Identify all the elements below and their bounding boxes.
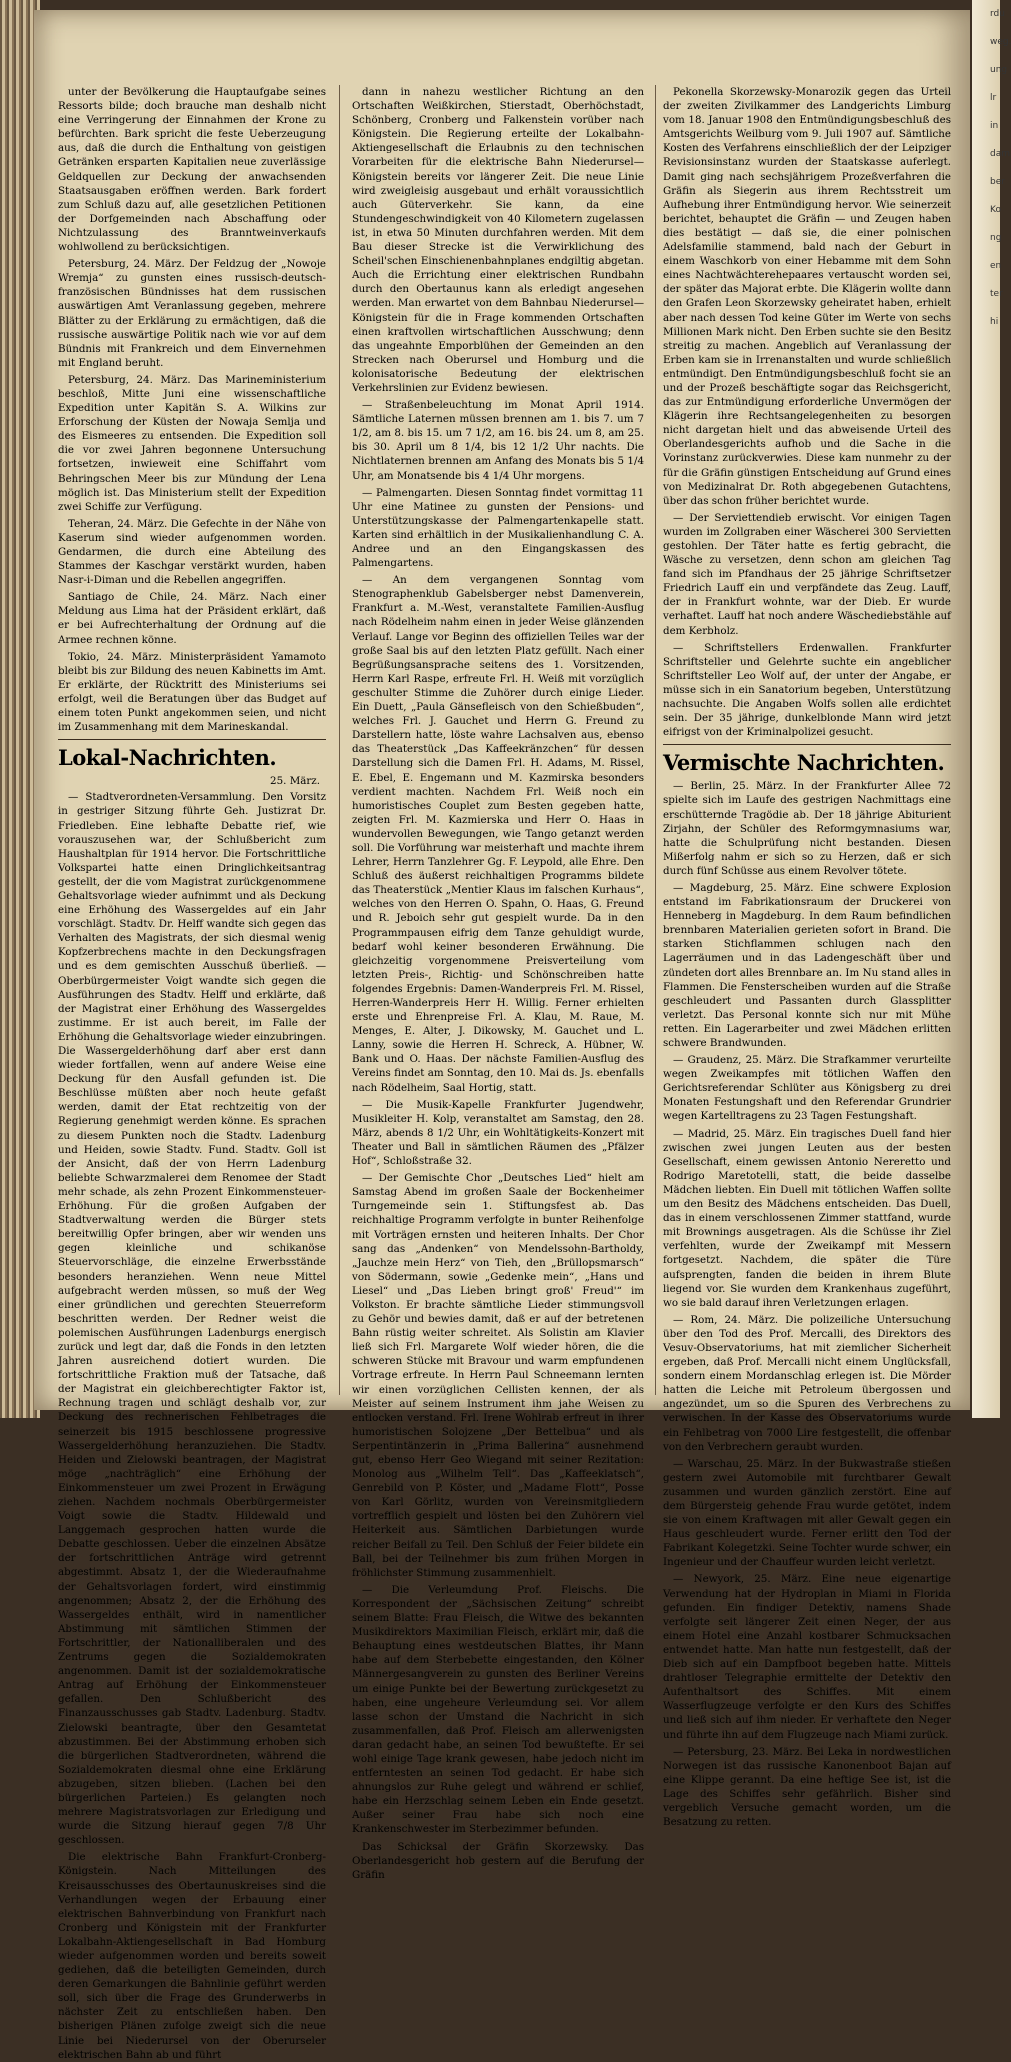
next-page-fragment: ter bbox=[990, 289, 1003, 299]
article-paragraph: — Petersburg, 23. März. Bei Leka in nordwestlichen Norwegen ist das russische Kanonenboot Bajan auf eine Klippe gerannt. Da eine heftige See ist, ist die Lage des Schiffes sehr gefährlich. Bisher sind vergeblich Versuche gemacht worden, um die Besatzung zu retten. bbox=[663, 1745, 951, 1829]
column-middle bbox=[352, 85, 644, 1881]
article-paragraph: Tokio, 24. März. Ministerpräsident Yamamoto bleibt bis zur Bildung des neuen Kabinetts im Amt. Er erklärte, der Rücktritt des Ministeriums sei erfolgt, weil die Beratungen über das Budget auf einem toten Punkt angekommen seien, und nicht im Zusammenhang mit dem Marineskandal. bbox=[58, 650, 326, 734]
section-heading-lokal: Lokal-Nachrichten. bbox=[58, 745, 277, 771]
section-divider bbox=[58, 739, 326, 740]
article-paragraph: — Berlin, 25. März. In der Frankfurter Allee 72 spielte sich im Laufe des gestrigen Nachmittags eine erschütternde Tragödie ab. Der 18 jährige Abiturient Zirjahn, der Schüler des Reformgymnasiums war, hatte die Schulprüfung nicht bestanden. Diesen Mißerfolg nahm er sich so zu Herzen, daß er sich durch fünf Schüsse aus einem Revolver tötete. bbox=[663, 780, 951, 877]
column-left bbox=[58, 85, 326, 2061]
article-paragraph: — Graudenz, 25. März. Die Strafkammer verurteilte wegen Zweikampfes mit tötlichen Waffen den Gerichtsreferendar Schlüter aus Königsberg zu drei Monaten Festungshaft und den Referendar Grundrier wegen Kartelltragens zu 23 Tagen Festungshaft. bbox=[663, 1054, 951, 1123]
next-page-edge bbox=[972, 0, 1011, 1418]
article-paragraph: — Die Musik-Kapelle Frankfurter Jugendwehr, Musikleiter H. Kolp, veranstaltet am Samstag, den 28. März, abends 8 1/2 Uhr, ein Wohltätigkeits-Konzert mit Theater und Ball in sämtlichen Räumen des „Pfälzer Hof“, Schloßstraße 32. bbox=[352, 1098, 644, 1168]
article-paragraph: — Magdeburg, 25. März. Eine schwere Explosion entstand im Fabrikationsraum der Druckerei von Henneberg in Magdeburg. In dem Raum befindlichen brennbaren Materialien gerieten sofort in Brand. Die starken Stichflammen schlugen nach den Lagerräumen und in das Ladengeschäft über und zündeten dort alles Brennbare an. Im Nu stand alles in Flammen. Die Fensterscheiben wurden auf die Straße geschleudert und Passanten durch Glassplitter verletzt. Das Personal konnte sich nur mit Mühe retten. Ein Lagerarbeiter und zwei Mädchen erlitten schwere Brandwunden. bbox=[663, 881, 951, 1049]
next-page-fragment: en bbox=[990, 261, 1002, 271]
article-paragraph: Petersburg, 24. März. Der Feldzug der „Nowoje Wremja“ zu gunsten eines russisch-deutsch-französischen Bündnisses hat dem russischen auswärtigen Amt Veranlassung gegeben, mehrere Blätter zu der Erklärung zu ermächtigen, daß die russische auswärtige Politik nach wie vor auf dem Bündnis mit Frankreich und dem Einvernehmen mit England beruht. bbox=[58, 258, 326, 369]
article-paragraph: Pekonella Skorzewsky-Monarozik gegen das Urteil der zweiten Zivilkammer des Landgerichts Limburg vom 18. Januar 1908 den Entmündigungsbeschluß des Amtsgerichts Weilburg vom 9. Juli 1907 auf. Sämtliche Kosten des Verfahrens einschließlich der der Leipziger Revisionsinstanz wurden der Staatskasse auferlegt. Damit ging nach sechsjährigem Prozeßverfahren die Gräfin als Siegerin aus ihrem Rechtsstreit um Aufhebung ihrer Entmündigung hervor. Wie seinerzeit berichtet, behauptet die Gräfin — und Zeugen haben dies bestätigt — daß sie, die einer polnischen Adelsfamilie stammend, bald nach der Geburt in einem Waschkorb von einer Hebamme mit dem Sohn eines Nachtwächterehepaares vertauscht worden sei, der später das Majorat erbte. Die Klägerin wollte dann den Grafen Leon Skorzewsky geheiratet haben, erhielt aber nach dessen Tod keine Güter im Werte von sechs Millionen Mark nicht. Den Erben suchte sie den Besitz streitig zu machen. Angeblich auf Veranlassung der Erben kam sie in Irrenanstalten und wurde schließlich entmündigt. Den Entmündigungsbeschluß focht sie an und der Prozeß beschäftigte sogar das Reichsgericht, das zur Entmündigung erforderliche Unvermögen der Klägerin ihre Rechtsangelegenheiten zu besorgen nicht dargetan hielt und das abweisende Urteil des Oberlandesgerichts aufhob und die Sache in die Vorinstanz zurückverwies. Diese kam nunmehr zu der für die Gräfin günstigen Entscheidung auf Grund eines von Medizinalrat Dr. Roth abgegebenen Gutachtens, über das schon früher berichtet wurde. bbox=[663, 86, 951, 507]
next-page-fragment: lr bbox=[990, 93, 997, 103]
next-page-fragment: rdu bbox=[990, 9, 1005, 19]
next-page-fragment: Ko bbox=[990, 205, 1001, 215]
article-paragraph: — An dem vergangenen Sonntag vom Stenographenklub Gabelsberger nebst Damenverein, Frankfurt a. M.-West, veranstaltete Familien-Ausflug nach Rödelheim nahm einen in jeder Weise glänzenden Verlauf. Lange vor Beginn des offiziellen Teiles war der große Saal bis auf den letzten Platz gefüllt. Nach einer Begrüßungsansprache seitens des 1. Vorsitzenden, Herrn Karl Raspe, erfreute Frl. H. Weiß mit vorzüglich geschulter Stimme die Zuhörer durch einige Lieder. Ein Duett, „Paula Gänsefleisch von den Schießbuden“, welches Frl. J. Gauchet und Herrn G. Freund zu Darstellern hatte, löste wahre Lachsalven aus, ebenso das Theaterstück „Das Kaffeekränzchen“ für dessen Darstellung sich die Damen Frl. H. Adams, M. Rissel, E. Ebel, E. Engemann und M. Kazmirska besonders verdient machten. Nachdem Frl. Weiß noch ein humoristisches Couplet zum Besten gegeben hatte, zeigten Frl. M. Kazmierska und Herr O. Haas in wundervollen Bewegungen, wie Tango getanzt werden soll. Die Vorführung war meisterhaft und machte ihrem Lehrer, Herrn Tanzlehrer Gg. F. Leypold, alle Ehre. Den Schluß des äußerst reichhaltigen Programms bildete das Theaterstück „Mentier Klaus im falschen Kurhaus“, welches von den Herren O. Spahn, O. Haas, G. Freund und R. Jeboich sehr gut gespielt wurde. Da in den Programmpausen eifrig dem Tanze gehuldigt wurde, bedarf wohl keiner besonderen Erwähnung. Die gleichzeitig vorgenommene Preisverteilung vom letzten Preis-, Richtig- und Schönschreiben hatte folgendes Ergebnis: Damen-Wanderpreis Frl. M. Rissel, Herren-Wanderpreis Herr H. Willig. Ferner erhielten erste und Ehrenpreise Frl. A. Klau, M. Raue, M. Menges, E. Alter, J. Dikowsky, M. Gauchet und L. Lanny, sowie die Herren H. Schreck, A. Hübner, W. Bank und O. Haas. Der nächste Familien-Ausflug des Vereins findet am Sonntag, den 10. Mai ds. Js. ebenfalls nach Rödelheim, Saal Hortig, statt. bbox=[352, 574, 644, 1094]
article-paragraph: Die elektrische Bahn Frankfurt-Cronberg-Königstein. Nach Mitteilungen des Kreisausschusses des Obertaunuskreises sind die Verhandlungen wegen der Erbauung einer elektrischen Bahnverbindung von Frankfurt nach Cronberg und Königstein mit der Frankfurter Lokalbahn-Aktiengesellschaft in Bad Homburg wieder aufgenommen worden und bereits soweit gediehen, daß die beteiligten Gemeinden, durch deren Gemarkungen die Bahnlinie geführt werden soll, sich über die Frage des Grunderwerbs in nächster Zeit zu entschließen haben. Den bisherigen Plänen zufolge zweigt sich die neue Linie bei Niederursel von der Oberurseler elektrischen Bahn ab und führt bbox=[58, 1851, 326, 2061]
article-paragraph: Petersburg, 24. März. Das Marineministerium beschloß, Mitte Juni eine wissenschaftliche Expedition unter Kapitän S. A. Wilkins zur Erforschung der Küsten der Nowaja Semlja und des Eismeeres zu entsenden. Die Expedition soll die vor zwei Jahren begonnene Untersuchung fortsetzen, inwieweit eine Schiffahrt vom Behringschen Meer bis zur Mündung der Lena möglich ist. Das Ministerium stellt der Expedition zwei Schiffe zur Verfügung. bbox=[58, 373, 326, 513]
article-paragraph: — Rom, 24. März. Die polizeiliche Untersuchung über den Tod des Prof. Mercalli, des Direktors des Vesuv-Observatoriums, hat mit ziemlicher Sicherheit ergeben, daß Prof. Mercalli nicht einem Unglücksfall, sondern einem Mordanschlag erlegen ist. Die Mörder hatten die Leiche mit Petroleum übergossen und angezündet, um so die Spuren des Verbrechens zu verwischen. In der Kasse des Observatoriums wurde ein Fehlbetrag von 7000 Lire festgestellt, die offenbar von den Verbrechern geraubt wurden. bbox=[663, 1313, 951, 1453]
next-page-fragment: ber bbox=[990, 177, 1005, 187]
section-heading-vermischte: Vermischte Nachrichten. bbox=[663, 750, 945, 776]
next-page-fragment: dam bbox=[990, 149, 1010, 159]
article-paragraph: — Newyork, 25. März. Eine neue eigenartige Verwendung hat der Hydroplan in Miami in Florida gefunden. Ein findiger Detektiv, namens Shade verfolgte seit längerer Zeit einen Neger, der aus einem Hotel eine Anzahl kostbarer Schmucksachen entwendet hatte. Man hatte nun festgestellt, daß der Dieb sich auf ein Dampfboot begeben hatte. Mittels drahtloser Telegraphie ermittelte der Detektiv den Aufenthaltsort des Schiffes. Mit einem Wasserflugzeuge verfolgte er den Kurs des Schiffes und ließ sich auf ihm nieder. Er verhaftete den Neger und führte ihn auf dem Flugzeuge nach Miami zurück. bbox=[663, 1573, 951, 1741]
next-page-fragment: ung bbox=[990, 65, 1008, 75]
article-paragraph: Das Schicksal der Gräfin Skorzewsky. Das Oberlandesgericht hob gestern auf die Berufung der Gräfin bbox=[352, 1840, 644, 1881]
article-paragraph: Santiago de Chile, 24. März. Nach einer Meldung aus Lima hat der Präsident erklärt, daß er bei Aufrechterhaltung der Ordnung auf die Armee rechnen könne. bbox=[58, 591, 326, 646]
column-rule bbox=[339, 85, 340, 1395]
column-rule bbox=[655, 85, 656, 1395]
article-paragraph: — Der Gemischte Chor „Deutsches Lied“ hielt am Samstag Abend im großen Saale der Bockenheimer Turngemeinde sein 1. Stiftungsfest ab. Das reichhaltige Programm verfolgte in bunter Reihenfolge mit Vorträgen ernsten und heiteren Inhalts. Der Chor sang das „Andenken“ von Mendelssohn-Bartholdy, „Jauchze mein Herz“ von Tieh, den „Brüllopsmarsch“ von Södermann, sowie „Gedenke mein“, „Hans und Liesel“ und „Das Lieben bringt groß' Freud'“ im Volkston. Er brachte sämtliche Lieder stimmungsvoll zu Gehör und bewies damit, daß er auf der betretenen Bahn rüstig weiter schreitet. Als Solistin am Klavier ließ sich Frl. Margarete Wolf wieder hören, die die schweren Stücke mit Bravour und warm empfundenen Vortrage erfreute. In Herrn Paul Schneemann lernten wir einen vorzüglichen Cellisten kennen, der als Meister auf seinem Instrument ihm jahe Weisen zu entlocken verstand. Frl. Irene Wohlrab erfreut in ihrer humoristischen Solojzene „Der Bettelbua“ und als Serpentintänzerin in „Prima Ballerina“ ausnehmend gut, ebenso Herr Geo Wiegand mit seiner Rezitation: Monolog aus „Wilhelm Tell“. Das „Kaffeeklatsch“, Genrebild von P. Köster, und „Madame Flott“, Posse von Karl Görlitz, wurden von Vereinsmitgliedern vortrefflich gespielt und lösten bei den Zuhörern viel Heiterkeit aus. Sämtlichen Darbietungen wurde reicher Beifall zu Teil. Den Schluß der Feier bildete ein Ball, bei der Teilnehmer bis zum frühen Morgen in fröhlichster Stimmung zusammenhielt. bbox=[352, 1172, 644, 1579]
article-paragraph: — Die Verleumdung Prof. Fleischs. Die Korrespondent der „Sächsischen Zeitung“ schreibt seinem Blatte: Frau Fleisch, die Witwe des bekannten Musikdirektors Maximilian Fleisch, erklärt mir, daß die Behauptung eines westdeutschen Blattes, ihr Mann habe auf dem Sterbebette eingestanden, den Kölner Männergesangverein zu gunsten des Berliner Vereins um einige Punkte bei der Bewertung zurückgesetzt zu haben, eine ungeheure Verleumdung sei. Vor allem lasse schon der Umstand die Nachricht in sich zusammenfallen, daß Prof. Fleisch am allerwenigsten daran gedacht habe, an seinen Tod bewußtefte. Er sei wohl einige Tage krank gewesen, habe jedoch nicht im entferntesten an seinen Tod gedacht. Er habe sich ahnungslos zur Ruhe gelegt und während er schlief, habe ein Herzschlag seinem Leben ein Ende gesetzt. Außer seiner Frau habe sich noch eine Krankenschwester im Sterbezimmer befunden. bbox=[352, 1583, 644, 1836]
article-paragraph: — Madrid, 25. März. Ein tragisches Duell fand hier zwischen zwei jungen Leuten aus der besten Gesellschaft, einem gewissen Antonio Nereretto und Rodrigo Maretotelli, statt, die beide dasselbe Mädchen liebten. Ein Duell mit tötlichen Waffen sollte um den Besitz des Mädchens entscheiden. Das Duell, das in einem verschlossenen Zimmer stattfand, wurde mit Brownings ausgetragen. Als die Schüsse ihr Ziel verfehlten, wurde der Zweikampf mit Messern fortgesetzt. Nachdem, die später die Türe aufsprengten, fanden die beiden in ihrem Blute liegend vor. Sie wurden dem Krankenhaus zugeführt, wo sie bald darauf ihren Verletzungen erlagen. bbox=[663, 1127, 951, 1309]
article-paragraph: — Straßenbeleuchtung im Monat April 1914. Sämtliche Laternen müssen brennen am 1. bis 7. um 7 1/2, am 8. bis 15. um 7 1/2, am 16. bis 24. um 8, am 25. bis 30. April um 8 1/4, bis 12 1/2 Uhr nachts. Die Nichtlaternen brennen am Anfang des Monats bis 5 1/4 Uhr, am Monatsende bis 4 1/4 Uhr morgens. bbox=[352, 399, 644, 482]
column-right bbox=[663, 85, 951, 1829]
next-page-fragment: in bbox=[990, 121, 999, 131]
article-paragraph: Teheran, 24. März. Die Gefechte in der Nähe von Kaserum sind wieder aufgenommen worden. Gendarmen, die durch eine Abteilung des Stammes der Kaschgar verstärkt wurden, haben Nasr-i-Diman und die Rebellen angegriffen. bbox=[58, 517, 326, 587]
article-paragraph: — Warschau, 25. März. In der Bukwastraße stießen gestern zwei Automobile mit furchtbarer Gewalt zusammen und wurden gänzlich zerstört. Eine auf dem Bürgersteig gehende Frau wurde getötet, indem sie von einem Kraftwagen mit aller Gewalt gegen ein Haus geschleudert wurde. Ferner erlitt den Tod der Fabrikant Kolegetzki. Seine Tochter wurde schwer, ein Ingenieur und der Chauffeur wurden leicht verletzt. bbox=[663, 1457, 951, 1569]
next-page-fragment: hi bbox=[990, 317, 999, 327]
section-divider bbox=[663, 744, 951, 745]
article-paragraph: — Palmengarten. Diesen Sonntag findet vormittag 11 Uhr eine Matinee zu gunsten der Pensions- und Unterstützungskasse der Palmengartenkapelle statt. Karten sind erhältlich in der Musikalienhandlung C. A. Andree und an den Eingangskassen des Palmengartens. bbox=[352, 486, 644, 570]
next-page-fragment: ng bbox=[990, 233, 1002, 243]
article-paragraph: — Der Serviettendieb erwischt. Vor einigen Tagen wurden im Zollgraben einer Wäscherei 300 Servietten gestohlen. Der Täter hatte es fertig gebracht, die Wäsche zu versetzen, denn schon am gleichen Tag fand sich im Pfandhaus der 25 jährige Schriftsetzer Friedrich Lauff ein und verpfändete das Zeug. Lauff, der in Frankfurt wohnte, war der Dieb. Er wurde verhaftet. Lauff hat noch andere Wäschediebstähle auf dem Kerbholz. bbox=[663, 511, 951, 637]
article-paragraph: — Schriftstellers Erdenwallen. Frankfurter Schriftsteller und Gelehrte suchte ein angeblicher Schriftsteller Leo Wolf auf, der unter der Angabe, er müsse sich in ein Sanatorium begeben, Unterstützung nachsuchte. Die Angaben Wolfs sollen alle erdichtet sein. Der 35 jährige, dunkelblonde Mann wird jetzt eifrigst von der Kriminalpolizei gesucht. bbox=[663, 641, 951, 739]
article-paragraph: — Stadtverordneten-Versammlung. Den Vorsitz in gestriger Sitzung führte Geh. Justizrat Dr. Friedleben. Eine lebhafte Debatte rief, wie vorauszusehen war, der Schlußbericht zum Haushaltplan für 1914 hervor. Die Fortschrittliche Volkspartei hatte einen Dringlichkeitsantrag gestellt, der die vom Magistrat zurückgenommene Gehaltsvorlage wieder aufnimmt und als Deckung eine Erhöhung des Wassergeldes auf ein Jahr vorschlägt. Stadtv. Dr. Helff wandte sich gegen das Verhalten des Magistrats, der sich diesmal wenig Kopfzerbrechens machte in den Deckungsfragen und es dem gemischten Ausschuß überließ. — Oberbürgermeister Voigt wandte sich gegen die Ausführungen des Stadtv. Helff und erklärte, daß der Magistrat einer Erhöhung des Wassergeldes zustimme. Er ist auch bereit, im Falle der Erhöhung die Gehaltsvorlage wieder einzubringen. Die Wassergelderhöhung darf aber erst dann wieder fortfallen, wenn auf andere Weise eine Deckung für den Ausfall gefunden ist. Die Beschlüsse müßten aber noch heute gefaßt werden, damit der Etat rechtzeitig von der Regierung genehmigt werden könne. Es sprachen zu diesem Punkten noch die Stadtv. Ladenburg und Heiden, sowie Stadtv. Fund. Stadtv. Goll ist der Ansicht, daß der von Herrn Ladenburg beliebte Schwarzmalerei dem Renomee der Stadt mehr schade, als zehn Prozent Einkommensteuer-Erhöhung. Für die großen Aufgaben der Stadtverwaltung werden die Bürger stets bereitwillig Opfer bringen, aber wir wenden uns gegen kleinliche und schikanöse Steuervorschläge, die einzelne Erwerbsstände besonders heranziehen. Wenn neue Mittel aufgebracht werden müssen, so muß der Weg einer gründlichen und gerechten Steuerreform beschritten werden. Der Redner weist die polemischen Ausführungen Ladenburgs energisch zurück und legt dar, daß die Fonds in den letzten Jahren ausreichend dotiert wurden. Die fortschrittliche Fraktion muß der Tatsache, daß der Magistrat ein gleichberechtigter Faktor ist, Rechnung tragen und schlägt deshalb vor, zur Deckung des rechnerischen Fehlbetrages die seinerzeit bis 1915 beschlossene progressive Wassergelderhöhung heranzuziehen. Die Stadtv. Heiden und Zielowski beantragen, der Magistrat möge „nachträglich“ eine Erhöhung der Einkommensteuer um zwei Prozent in Erwägung ziehen. Nachdem nochmals Oberbürgermeister Voigt sowie die Stadtv. Hildewald und Langgemach gesprochen hatten wurde die Debatte geschlossen. Ueber die einzelnen Absätze der fortschrittlichen Anträge wird getrennt abgestimmt. Absatz 1, der die Wiederaufnahme der Gehaltsvorlagen fordert, wird einstimmig angenommen; Absatz 2, der die Erhöhung des Wassergeldes enthält, wird in namentlicher Abstimmung mit sämtlichen Stimmen der Fortschrittler, der Nationalliberalen und des Zentrums gegen die Sozialdemokraten angenommen. Damit ist der sozialdemokratische Antrag auf Erhöhung der Einkommensteuer gefallen. Den Schlußbericht des Finanzausschusses gab Stadtv. Ladenburg. Stadtv. Zielowski beantragte, über den Gesamtetat abzustimmen. Bei der Abstimmung erhoben sich die bürgerlichen Stadtverordneten, während die Sozialdemokraten diesmal ohne eine Erklärung abzugeben, sitzen blieben. (Lachen bei den bürgerlichen Parteien.) Es gelangten noch mehrere Magistratsvorlagen zur Erledigung und wurde die Sitzung hierauf gegen 7/8 Uhr geschlossen. bbox=[58, 791, 326, 1847]
next-page-fragment: weg. bbox=[990, 37, 1011, 47]
dateline: 25. März. bbox=[270, 775, 320, 788]
article-paragraph: unter der Bevölkerung die Hauptaufgabe seines Ressorts bilde; doch brauche man deshalb nicht eine Verringerung der Einnahmen der Krone zu befürchten. Bark spricht die feste Ueberzeugung aus, daß die durch die Enthaltung von geistigen Getränken ersparten Kapitalien neue zuverlässige Geldquellen zur Deckung der anwachsenden Staatsausgaben eröffnen werden. Bark fordert zum Schluß dazu auf, alle gesetzlichen Petitionen der Dorfgemeinden nach Abschaffung oder Nichtzulassung des Branntweinverkaufs wohlwollend zu berücksichtigen. bbox=[58, 86, 326, 254]
article-paragraph: dann in nahezu westlicher Richtung an den Ortschaften Weißkirchen, Stierstadt, Oberhöchstadt, Schönberg, Cronberg und Falkenstein vorüber nach Königstein. Die Regierung erteilte der Lokalbahn-Aktiengesellschaft die Erlaubnis zu den technischen Vorarbeiten für die elektrische Bahn Niederursel—Königstein bereits vor längerer Zeit. Die neue Linie wird zweigleisig ausgebaut und erhält voraussichtlich auch Güterverkehr. Sie kann, da eine Stundengeschwindigkeit von 40 Kilometern zugelassen ist, in etwa 50 Minuten durchfahren werden. Mit dem Bau dieser Strecke ist die Verwirklichung des Scheil'schen Einschienenbahnplanes endgiltig abgetan. Auch die Errichtung einer elektrischen Rundbahn durch den Obertaunus kann als erledigt angesehen werden. Man erwartet von dem Bahnbau Niederursel—Königstein für die in Frage kommenden Ortschaften einen kraftvollen wirtschaftlichen Ausschwung; denn das ungeahnte Emporblühen der Gemeinden an den Strecken nach Oberursel und Homburg und die kolonisatorische Bedeutung der elektrischen Verkehrslinien zur Evidenz bewiesen. bbox=[352, 86, 644, 394]
